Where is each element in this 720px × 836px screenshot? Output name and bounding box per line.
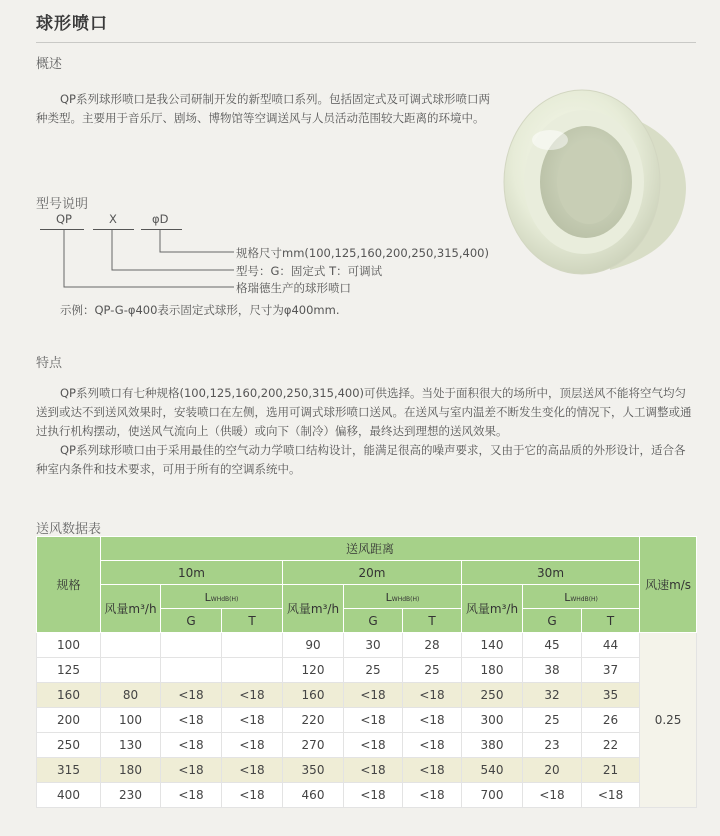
cell: 380 (462, 733, 523, 758)
cell: <18 (161, 733, 222, 758)
cell: 30 (344, 633, 403, 658)
cell: 250 (462, 683, 523, 708)
cell: 300 (462, 708, 523, 733)
table-row (37, 658, 697, 683)
cell: 32 (523, 683, 582, 708)
cell: 26 (582, 708, 640, 733)
cell: 270 (283, 733, 344, 758)
cell: 28 (403, 633, 462, 658)
overview-text: QP系列球形喷口是我公司研制开发的新型喷口系列。包括固定式及可调式球形喷口两种类型。主要用于音乐厅、剧场、博物馆等空调送风与人员活动范围较大距离的环境中。 (36, 92, 490, 125)
cell: 38 (523, 658, 582, 683)
cell: 45 (523, 633, 582, 658)
cell: 460 (283, 783, 344, 808)
cell (161, 658, 222, 683)
header-t: T (403, 609, 462, 633)
header-spec: 规格 (37, 537, 101, 633)
header-speed: 风速m/s (640, 537, 697, 633)
cell: 21 (582, 758, 640, 783)
model-code-series: QP (56, 212, 72, 226)
cell-spec: 315 (37, 758, 101, 783)
cell: <18 (222, 758, 283, 783)
cell: <18 (403, 683, 462, 708)
cell (101, 633, 161, 658)
cell: <18 (403, 783, 462, 808)
cell: 25 (523, 708, 582, 733)
cell-spec: 400 (37, 783, 101, 808)
cell: 160 (283, 683, 344, 708)
table-row (37, 733, 697, 758)
cell-spec: 160 (37, 683, 101, 708)
cell-spec: 100 (37, 633, 101, 658)
cell: <18 (403, 758, 462, 783)
table-row (37, 708, 697, 733)
model-example: 示例：QP-G-φ400表示固定式球形，尺寸为φ400mm. (60, 303, 340, 317)
cell: <18 (161, 708, 222, 733)
cell-spec: 250 (37, 733, 101, 758)
cell: 130 (101, 733, 161, 758)
header-distance-20m: 20m (283, 561, 462, 585)
model-code-type: X (109, 212, 117, 226)
table-row (37, 683, 697, 708)
cell: <18 (344, 683, 403, 708)
header-airflow: 风量m³/h (462, 585, 523, 633)
cell: <18 (222, 733, 283, 758)
cell: <18 (222, 683, 283, 708)
cell: 20 (523, 758, 582, 783)
air-data-table (36, 536, 697, 808)
header-airflow: 风量m³/h (101, 585, 161, 633)
header-lw (161, 585, 283, 609)
overview-heading: 概述 (36, 57, 63, 72)
cell: 22 (582, 733, 640, 758)
header-lw-subscript: WHdB(H) (570, 595, 598, 603)
cell: <18 (344, 783, 403, 808)
cell: <18 (161, 683, 222, 708)
cell: 140 (462, 633, 523, 658)
header-t: T (222, 609, 283, 633)
header-lw-subscript: WHdB(H) (391, 595, 420, 603)
header-g: G (344, 609, 403, 633)
cell: 25 (403, 658, 462, 683)
features-paragraph-1: QP系列喷口有七种规格(100,125,160,200,250,315,400)可供选择。当处于面积很大的场所中，顶层送风不能将空气均匀送到或达不到送风效果时，安装喷口在左侧，选用可调式球形喷口送风。在送风与室内温差不断发生变化的情况下，人工调整或通过执行机构摆动，使送风气流向上（供暖）或向下（制冷）偏移，最终达到理想的送风效果。 (36, 386, 692, 438)
model-size-line: 规格尺寸mm(100,125,160,200,250,315,400) (236, 246, 489, 260)
cell (222, 633, 283, 658)
cell: 220 (283, 708, 344, 733)
cell: <18 (161, 758, 222, 783)
cell: 120 (283, 658, 344, 683)
header-distance-10m: 10m (101, 561, 283, 585)
page-title: 球形喷口 (36, 14, 108, 34)
cell: <18 (344, 708, 403, 733)
table-row (37, 758, 697, 783)
model-type-line: 型号：G：固定式 T：可调试 (236, 264, 383, 278)
cell (161, 633, 222, 658)
cell: 80 (101, 683, 161, 708)
cell: 90 (283, 633, 344, 658)
cell: 540 (462, 758, 523, 783)
cell: <18 (403, 708, 462, 733)
cell: 700 (462, 783, 523, 808)
cell-spec: 200 (37, 708, 101, 733)
header-airflow: 风量m³/h (283, 585, 344, 633)
model-maker-line: 格瑞德生产的球形喷口 (236, 281, 351, 295)
cell-spec: 125 (37, 658, 101, 683)
features-heading: 特点 (36, 356, 63, 371)
cell: <18 (582, 783, 640, 808)
cell: 230 (101, 783, 161, 808)
header-lw (523, 585, 640, 609)
header-g: G (523, 609, 582, 633)
cell: 25 (344, 658, 403, 683)
cell-speed: 0.25 (640, 633, 697, 808)
header-lw-symbol: L (564, 590, 571, 604)
cell: 44 (582, 633, 640, 658)
table-row (37, 633, 697, 658)
cell: <18 (222, 708, 283, 733)
model-heading: 型号说明 (36, 197, 89, 212)
header-lw-symbol: L (204, 590, 211, 604)
cell (101, 658, 161, 683)
cell: <18 (344, 733, 403, 758)
header-lw (344, 585, 462, 609)
cell: 350 (283, 758, 344, 783)
cell: <18 (344, 758, 403, 783)
cell: 35 (582, 683, 640, 708)
cell: 37 (582, 658, 640, 683)
cell: 100 (101, 708, 161, 733)
cell: 180 (101, 758, 161, 783)
cell: <18 (523, 783, 582, 808)
features-paragraph-2: QP系列球形喷口由于采用最佳的空气动力学喷口结构设计，能满足很高的噪声要求，又由于它的高品质的外形设计，适合各种室内条件和技术要求，可用于所有的空调系统中。 (36, 443, 686, 476)
header-t: T (582, 609, 640, 633)
cell: 23 (523, 733, 582, 758)
cell: <18 (161, 783, 222, 808)
cell (222, 658, 283, 683)
cell: 180 (462, 658, 523, 683)
cell: <18 (403, 733, 462, 758)
header-lw-subscript: WHdB(H) (210, 595, 239, 603)
cell: <18 (222, 783, 283, 808)
header-distance-30m: 30m (462, 561, 640, 585)
header-distance: 送风距离 (101, 537, 640, 561)
header-lw-symbol: L (385, 590, 392, 604)
table-title: 送风数据表 (36, 522, 102, 537)
model-code-size: φD (152, 212, 169, 226)
table-row (37, 783, 697, 808)
header-g: G (161, 609, 222, 633)
